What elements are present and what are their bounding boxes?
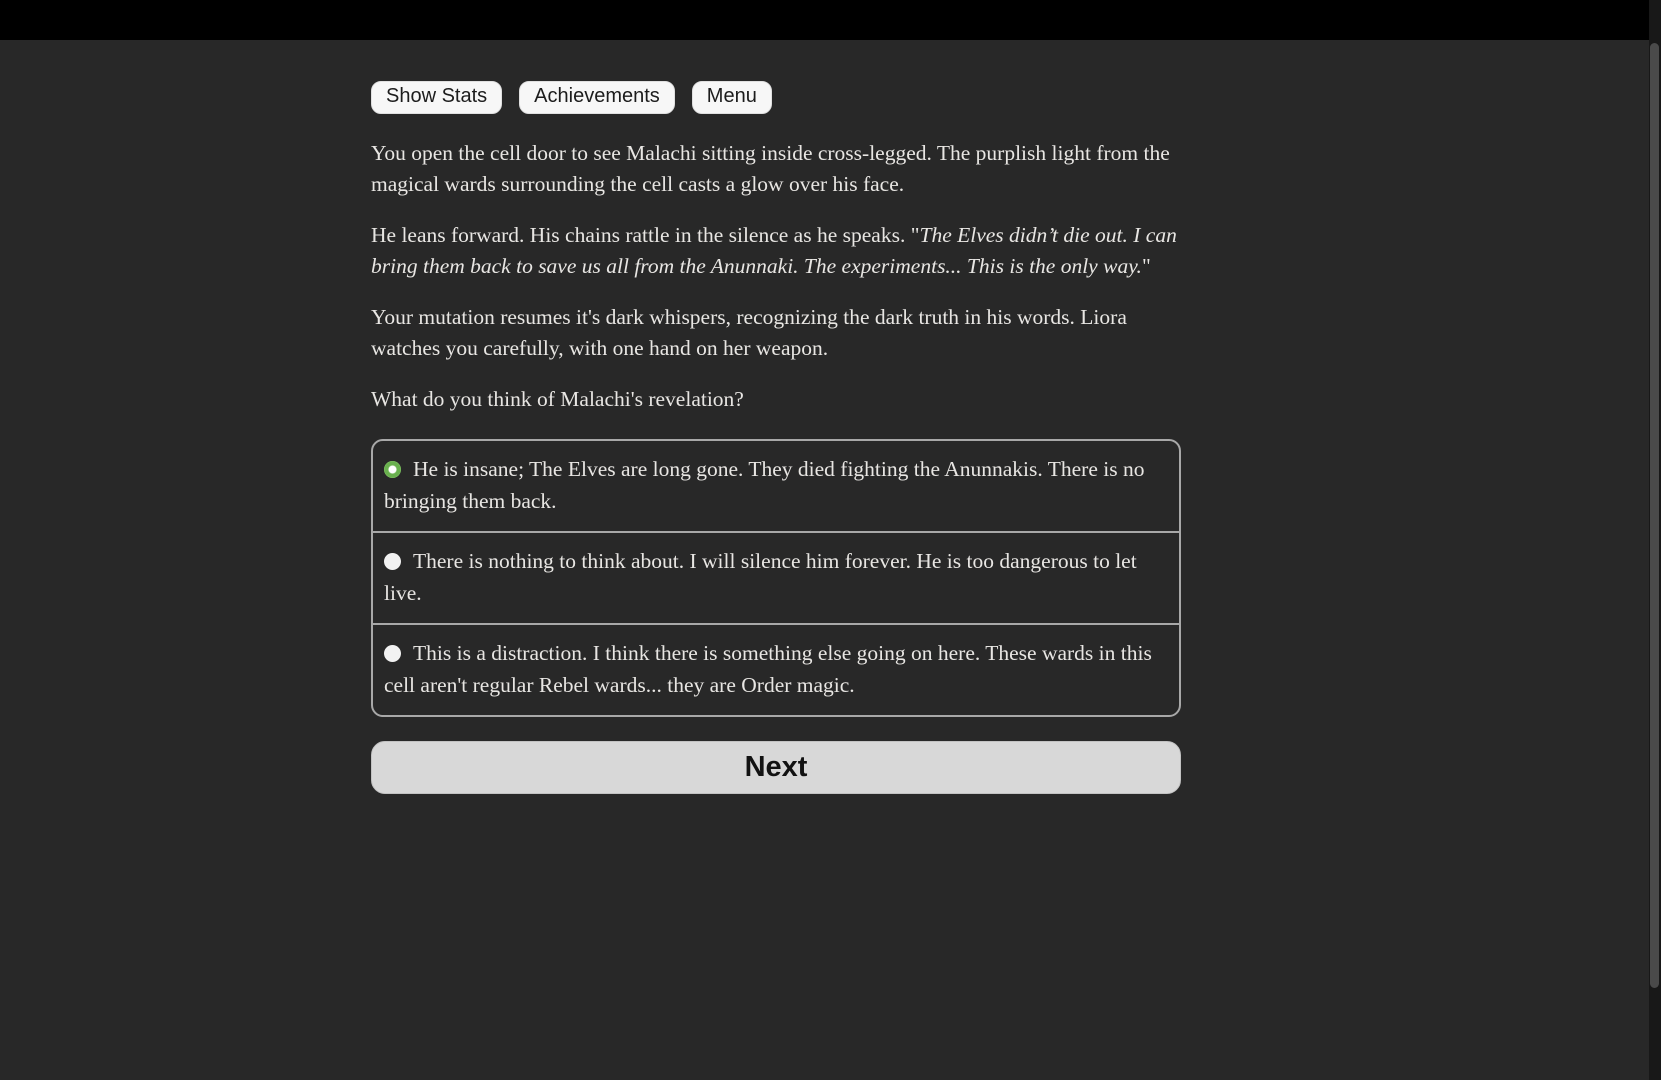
choice-option-1-label: He is insane; The Elves are long gone. They died fighting the Anunnakis. There is no bringing them back. bbox=[384, 457, 1145, 513]
choice-option-3-label: This is a distraction. I think there is something else going on here. These wards in this cell aren't regular Rebel wards... they are Order magic. bbox=[384, 641, 1152, 697]
radio-button-icon[interactable] bbox=[384, 461, 401, 478]
story-question: What do you think of Malachi's revelation? bbox=[371, 387, 744, 411]
show-stats-button[interactable]: Show Stats bbox=[371, 81, 502, 114]
choice-option-2[interactable] bbox=[373, 531, 1179, 623]
story-paragraph-2-suffix: " bbox=[1141, 254, 1151, 278]
radio-button-icon[interactable] bbox=[384, 645, 401, 662]
scrollbar[interactable] bbox=[1649, 0, 1661, 1080]
next-button[interactable]: Next bbox=[371, 741, 1181, 794]
story-paragraph-2-prefix: He leans forward. His chains rattle in the silence as he speaks. " bbox=[371, 223, 920, 247]
scrollbar-thumb[interactable] bbox=[1650, 43, 1659, 988]
achievements-button[interactable]: Achievements bbox=[519, 81, 675, 114]
story-page bbox=[371, 81, 1181, 794]
toolbar bbox=[371, 81, 1181, 114]
story-paragraph-2 bbox=[371, 220, 1181, 282]
story-text bbox=[371, 138, 1181, 415]
choice-option-2-label: There is nothing to think about. I will silence him forever. He is too dangerous to let live. bbox=[384, 549, 1137, 605]
story-paragraph-1: You open the cell door to see Malachi sitting inside cross-legged. The purplish light from the magical wards surrounding the cell casts a glow over his face. bbox=[371, 141, 1170, 196]
choice-group bbox=[371, 439, 1181, 717]
story-paragraph-3: Your mutation resumes it's dark whispers, recognizing the dark truth in his words. Liora watches you carefully, with one hand on her weapon. bbox=[371, 305, 1127, 360]
radio-button-icon[interactable] bbox=[384, 553, 401, 570]
choice-option-1[interactable] bbox=[373, 441, 1179, 531]
menu-button[interactable]: Menu bbox=[692, 81, 772, 114]
top-bar bbox=[0, 0, 1661, 40]
story-paragraph-2-quote: The Elves didn’t die out. I can bring them back to save us all from the Anunnaki. The experiments... This is the only way. bbox=[371, 223, 1177, 278]
choice-option-3[interactable] bbox=[373, 623, 1179, 715]
